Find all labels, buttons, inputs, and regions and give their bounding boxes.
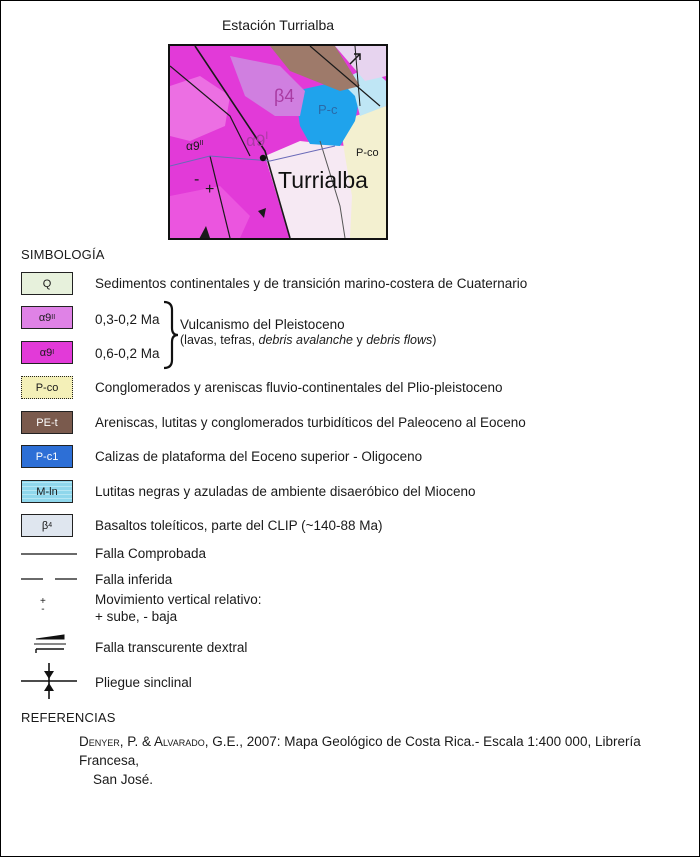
label-alpha9ii: $\alpha 9^{II}$ [186,139,204,153]
vertical-plus-marker: + [205,181,215,198]
vertical-minus-marker: - [194,171,200,188]
label-town: Turrialba [278,167,368,193]
vertical-movement-symbol: + - [40,596,46,615]
label-alpha9i: $\alpha 9^I$ [246,130,269,150]
legend-swatch-mln: M-ln [21,480,73,503]
reference-entry: Denyer, P. & Alvarado, G.E., 2007: Mapa Geológico de Costa Rica.- Escala 1:400 000, Librería Francesa, San José. [79,734,641,787]
strike-slip-fault-symbol [30,633,70,655]
map-title: Estación Turrialba [221,17,335,33]
legend-fault-inferred: Falla inferida [95,572,173,587]
legend-vertical-movement: Movimiento vertical relativo: [95,592,262,607]
fault-inferred-symbol [21,574,77,584]
legend-desc-pc1: Calizas de plataforma del Eoceno superior - Oligoceno [95,449,423,464]
references-heading: REFERENCIAS [21,710,116,725]
legend-desc-q: Sedimentos continentales y de transición marino-costera de Cuaternario [95,276,528,291]
legend-heading: SIMBOLOGÍA [21,247,105,262]
legend-swatch-pet: PE-t [21,411,73,434]
syncline-symbol [21,663,77,701]
legend-fault-proven: Falla Comprobada [95,546,207,561]
legend-swatch-pco: P-co [21,376,73,399]
label-pco: P-co [356,147,379,159]
volcanism-detail: (lavas, tefras, debris avalanche y debris flows) [180,333,437,347]
legend-age-alpha9i: 0,6-0,2 Ma [95,346,160,361]
brace-icon [160,300,180,370]
label-pc: P-c [318,102,338,117]
legend-swatch-alpha9i: α9 I [21,341,73,364]
legend-desc-beta4: Basaltos toleíticos, parte del CLIP (~140-88 Ma) [95,518,383,533]
legend-desc-mln: Lutitas negras y azuladas de ambiente disaeróbico del Mioceno [95,484,476,499]
fault-proven-symbol [21,549,77,559]
legend-desc-pet: Areniscas, lutitas y conglomerados turbidíticos del Paleoceno al Eoceno [95,415,526,430]
legend-swatch-beta4: β 4 [21,514,73,537]
legend-strike-slip: Falla transcurente dextral [95,640,248,655]
legend-swatch-q: Q [21,272,73,295]
label-beta4: β4 [274,86,295,106]
legend-swatch-pc1: P-c1 [21,445,73,468]
legend-desc-pco: Conglomerados y areniscas fluvio-continentales del Plio-pleistoceno [95,380,503,395]
geologic-map [170,46,386,238]
town-marker [260,155,266,161]
legend-syncline: Pliegue sinclinal [95,675,192,690]
geologic-map-inset[interactable] [168,44,388,240]
legend-age-alpha9ii: 0,3-0,2 Ma [95,312,160,327]
legend-swatch-alpha9ii: α9 II [21,306,73,329]
volcanism-title: Vulcanismo del Pleistoceno [180,317,345,332]
legend-vertical-movement-detail: + sube, - baja [95,609,178,624]
